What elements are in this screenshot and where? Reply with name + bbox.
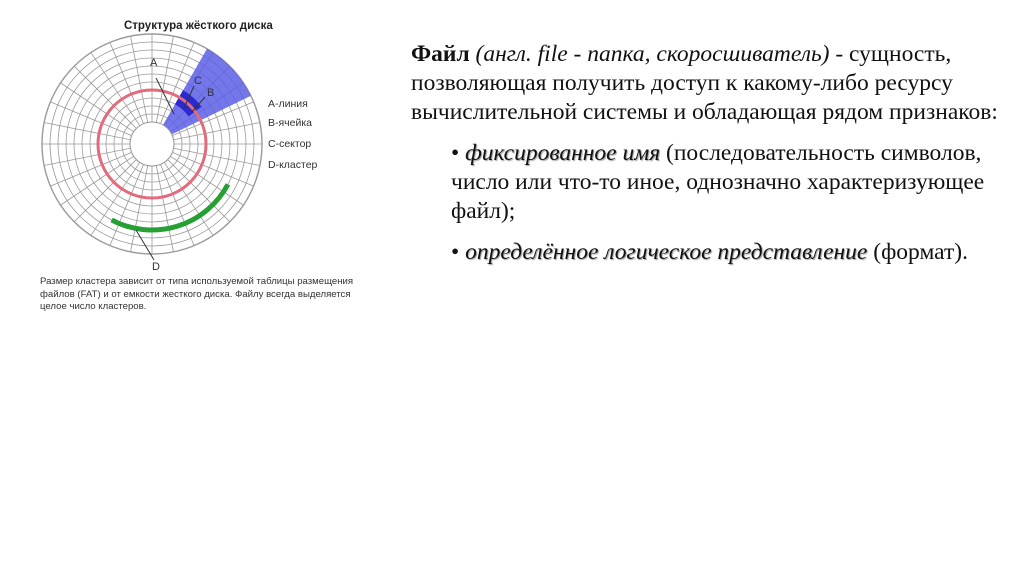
disk-sector-line <box>156 36 173 122</box>
term-gloss: (англ. file - папка, скоросшиватель) - <box>469 41 844 67</box>
label-d: D <box>152 261 160 272</box>
disk-sector-line <box>44 123 130 140</box>
legend-cell: B-ячейка <box>268 117 313 129</box>
bullet-marker: • <box>451 239 460 265</box>
definition-paragraph <box>411 40 1001 127</box>
disk-sector-line <box>44 148 130 165</box>
figure-title: Структура жёсткого диска <box>124 20 273 32</box>
bullet-emphasis: фиксированное имя <box>465 140 661 166</box>
term-file: Файл <box>411 41 470 67</box>
disk-sector-line <box>50 152 131 186</box>
legend-sector: C-сектор <box>268 138 312 150</box>
legend-cluster: D-кластер <box>268 159 318 171</box>
disk-sector-line <box>160 164 194 245</box>
label-a: A <box>150 57 158 69</box>
legend-line: A-линия <box>268 98 308 110</box>
bullet-item <box>451 238 1001 267</box>
bullet-emphasis: определённое логическое представление <box>465 239 868 265</box>
bullet-item <box>451 139 1001 226</box>
disk-sector-line <box>156 166 173 252</box>
disk-sector-line <box>61 83 134 132</box>
disk-sector-line <box>110 42 144 123</box>
disk-sector-line <box>174 148 260 165</box>
cluster-highlight <box>112 184 228 230</box>
label-b: B <box>207 87 215 99</box>
label-c: C <box>194 75 202 87</box>
disk-diagram <box>28 12 380 272</box>
bullet-text: (формат). <box>867 239 968 265</box>
bullet-marker: • <box>451 140 460 166</box>
figure-caption: Размер кластера зависит от типа используемой таблицы размещения файлов (FAT) и от емкости жесткого диска. Файлу всегда выделяется целое число кластеров. <box>40 276 354 313</box>
disk-sector-line <box>131 36 148 122</box>
hard-disk-figure <box>28 12 380 332</box>
disk-sector-line <box>50 102 131 136</box>
disk-hub <box>130 122 174 166</box>
disk-sector-line <box>131 166 148 252</box>
disk-sector-line <box>91 53 140 126</box>
file-definition-text <box>411 40 1001 267</box>
disk-sector-line <box>170 156 243 205</box>
definition-body: сущность, позволяющая получить доступ к какому-либо ресурсу вычислительной системы и обладающая рядом признаков: <box>411 41 998 125</box>
bullet-text: (последовательность символов, число или что-то иное, однозначно характеризующее файл); <box>451 140 985 224</box>
disk-sector-line <box>172 152 253 186</box>
disk-sector-line <box>61 156 134 205</box>
